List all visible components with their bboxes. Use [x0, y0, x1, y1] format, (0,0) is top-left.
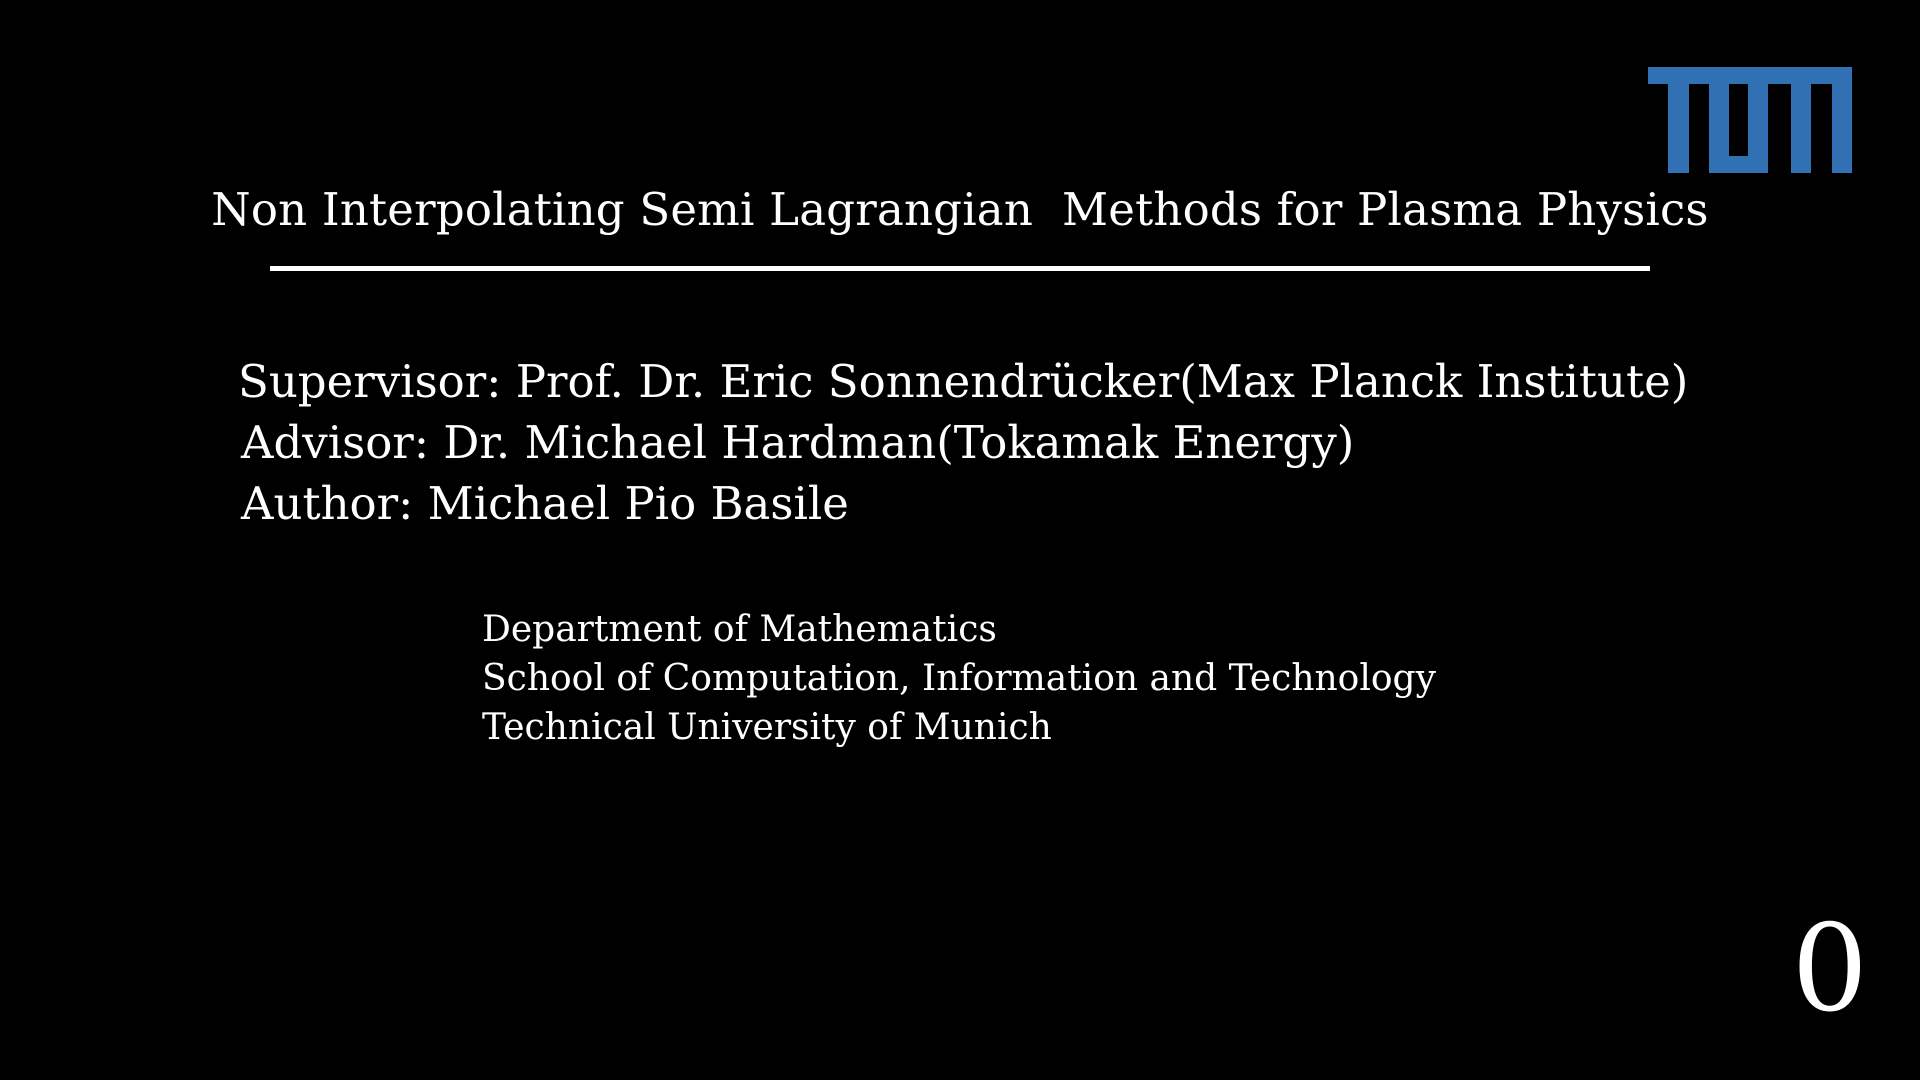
people-block: [238, 351, 1688, 534]
tum-logo: [1648, 67, 1852, 173]
slide-title: Non Interpolating Semi Lagrangian Methods for Plasma Physics: [211, 183, 1709, 236]
tum-logo-mark: [1648, 67, 1852, 173]
department-line: Department of Mathematics: [482, 609, 997, 650]
advisor-line: Advisor: Dr. Michael Hardman(Tokamak Energy): [241, 416, 1355, 469]
author-line: Author: Michael Pio Basile: [241, 477, 849, 530]
affiliation-block: [482, 605, 1436, 752]
title-divider: [270, 266, 1650, 271]
supervisor-line: Supervisor: Prof. Dr. Eric Sonnendrücker(Max Planck Institute): [238, 355, 1689, 408]
page-number: 0: [1791, 900, 1868, 1039]
school-line: School of Computation, Information and Technology: [482, 658, 1436, 699]
university-line: Technical University of Munich: [482, 707, 1052, 748]
